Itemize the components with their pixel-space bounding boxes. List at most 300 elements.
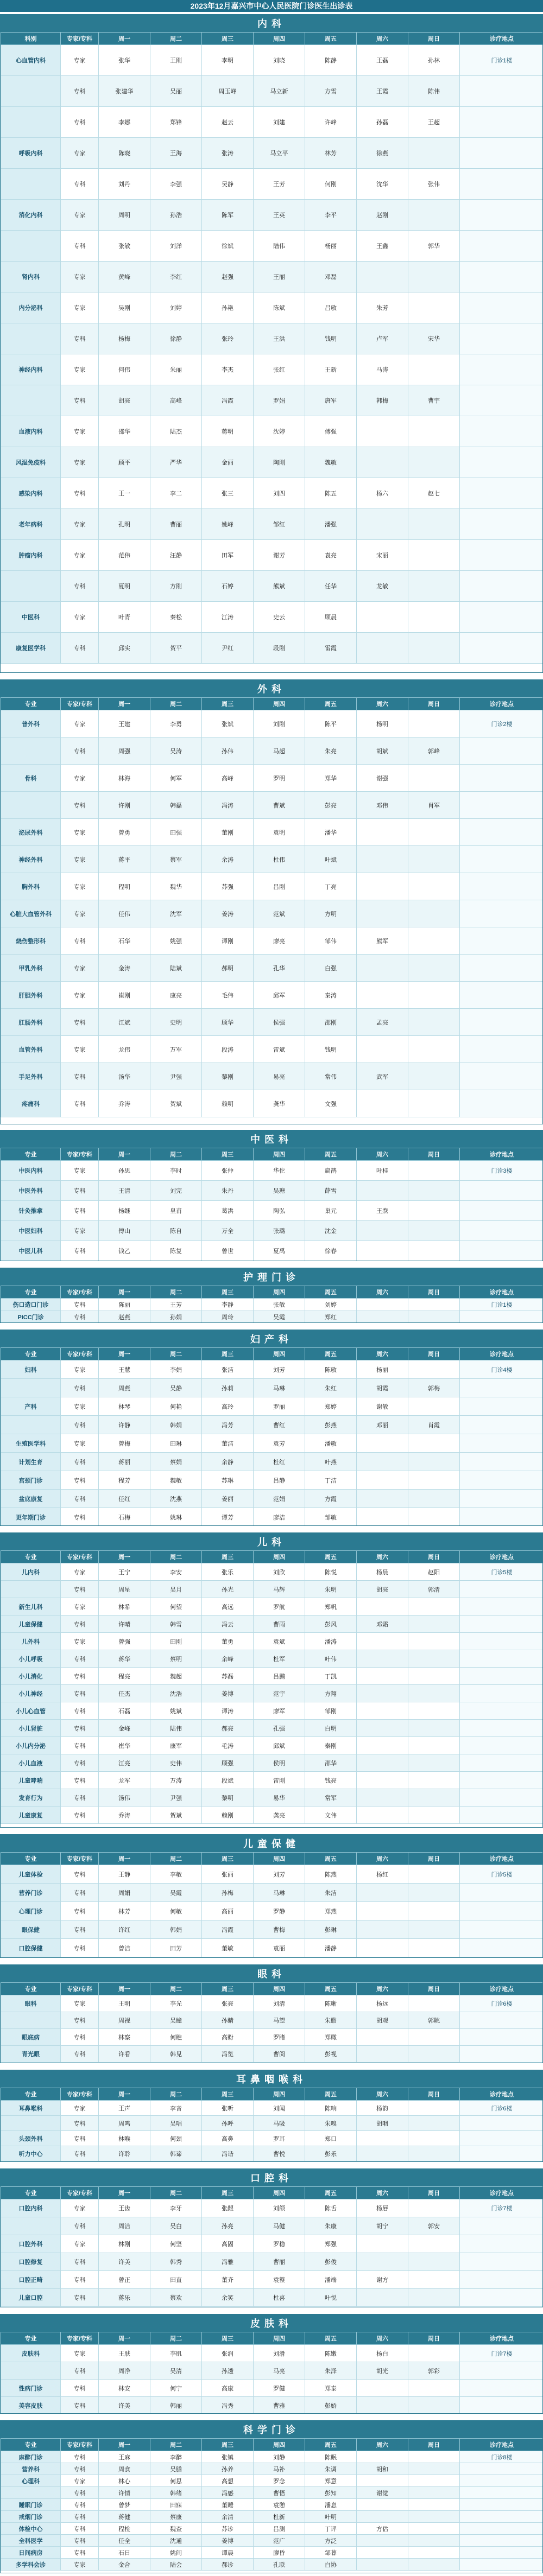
column-header: 周二 [150,2187,202,2199]
column-header: 周二 [150,1286,202,1299]
doctor-cell: 巢元 [305,1201,357,1221]
column-header: 周二 [150,1348,202,1360]
doctor-cell [408,1865,460,1884]
doctor-cell: 徐燕 [357,138,408,169]
column-header: 专业 [1,1286,61,1299]
doctor-cell: 袁亮 [305,540,357,571]
location-cell [460,819,543,846]
doctor-cell: 董洁 [202,1434,254,1453]
doctor-cell: 专家 [61,900,99,927]
doctor-cell: 扁鹊 [305,1161,357,1181]
doctor-cell: 专科 [61,2253,99,2271]
doctor-cell: 张玲 [202,323,254,354]
doctor-cell: 王洪 [254,323,305,354]
schedule-table [1,2332,543,2414]
doctor-cell: 郝诊 [202,2559,254,2571]
doctor-cell [408,1490,460,1508]
doctor-cell [408,1650,460,1668]
doctor-cell: 胡亮 [99,385,150,416]
doctor-cell: 李时 [150,1161,202,1181]
table-row [1,540,543,571]
doctor-cell: 蒋明 [202,416,254,447]
doctor-cell: 罗航 [254,1598,305,1615]
location-cell [460,1702,543,1720]
doctor-cell [408,292,460,323]
doctor-cell [408,1772,460,1789]
doctor-cell: 雷刚 [254,1772,305,1789]
schedule-table [1,2438,543,2571]
table-row [1,2523,543,2535]
doctor-cell: 王焘 [357,1201,408,1221]
doctor-cell [357,2046,408,2063]
doctor-cell: 廖军 [254,1702,305,1720]
doctor-cell: 姚峰 [202,509,254,540]
doctor-cell: 田强 [150,819,202,846]
doctor-cell: 张建华 [99,76,150,107]
schedule-table [1,32,543,664]
doctor-cell: 顾强 [202,1754,254,1772]
doctor-cell: 王丽 [254,262,305,292]
location-cell [460,2475,543,2487]
doctor-cell: 钱乙 [99,1241,150,1261]
department-cell [1,385,61,416]
doctor-cell [408,2029,460,2046]
doctor-cell: 彭乐 [305,2146,357,2161]
doctor-cell [408,1311,460,1324]
doctor-cell: 谭刚 [202,927,254,955]
doctor-cell: 何思 [150,2475,202,2487]
doctor-cell: 沈浩 [150,1685,202,1702]
doctor-cell: 刘闻 [254,2101,305,2116]
table-row [1,1685,543,1702]
doctor-cell [408,1221,460,1241]
column-header: 专家/专科 [61,2187,99,2199]
doctor-cell: 董睡 [202,2499,254,2511]
doctor-cell [408,1360,460,1379]
department-cell: 小儿内分泌 [1,1737,61,1754]
location-cell [460,1920,543,1939]
doctor-cell: 董敏 [202,1939,254,1957]
table-row [1,1702,543,1720]
doctor-cell: 史云 [254,602,305,633]
doctor-cell: 程亮 [99,1668,150,1685]
doctor-cell: 专科 [61,2029,99,2046]
doctor-cell [408,138,460,169]
doctor-cell [408,2046,460,2063]
doctor-cell: 罗稳 [254,2235,305,2253]
doctor-cell: 秦涛 [305,982,357,1009]
doctor-cell: 周鸣 [99,2116,150,2131]
doctor-cell: 田军 [202,540,254,571]
doctor-cell: 赵云 [202,107,254,138]
doctor-cell: 专科 [61,2487,99,2499]
department-cell: 儿童体检 [1,1865,61,1884]
location-cell: 门诊4楼 [460,1360,543,1379]
column-header: 专业 [1,2088,61,2101]
department-cell: 口腔外科 [1,2235,61,2253]
doctor-cell: 马立平 [254,138,305,169]
doctor-cell: 石梅 [99,1508,150,1526]
doctor-cell: 蒋健 [99,2511,150,2523]
section-title: 中医科 [1,1130,542,1148]
column-header: 周四 [254,1853,305,1865]
location-cell [460,1063,543,1090]
doctor-cell: 专科 [61,231,99,262]
column-header: 专业 [1,1148,61,1161]
department-cell: 呼吸内科 [1,138,61,169]
doctor-cell: 苏琳 [202,1471,254,1490]
location-cell [460,1490,543,1508]
doctor-cell: 叶青 [99,602,150,633]
doctor-cell: 杨明 [357,710,408,737]
location-cell [460,571,543,602]
doctor-cell: 韩绪 [150,2487,202,2499]
doctor-cell [357,900,408,927]
column-header: 周五 [305,1286,357,1299]
doctor-cell: 王海 [150,138,202,169]
doctor-cell: 陈燕 [305,1865,357,1884]
doctor-cell: 专家 [61,447,99,478]
doctor-cell: 赵七 [408,478,460,509]
department-cell: 康复医学科 [1,633,61,664]
section-2 [0,1130,543,1261]
doctor-cell: 宋丽 [357,540,408,571]
table-row [1,1360,543,1379]
location-cell [460,2523,543,2535]
doctor-cell [408,2289,460,2307]
doctor-cell: 张润 [202,2345,254,2362]
doctor-cell: 郑口 [305,2131,357,2146]
location-cell: 门诊3楼 [460,1161,543,1181]
location-cell [460,1508,543,1526]
doctor-cell: 朱亮 [305,737,357,765]
doctor-cell: 叶悦 [305,2289,357,2307]
doctor-cell: 专科 [61,323,99,354]
table-row [1,982,543,1009]
doctor-cell: 曹斌 [254,792,305,819]
doctor-cell: 陆伟 [150,1720,202,1737]
table-row [1,1563,543,1581]
doctor-cell: 张洁 [202,1360,254,1379]
doctor-cell [357,1920,408,1939]
doctor-cell: 冯云 [202,1615,254,1633]
table-row [1,2101,543,2116]
column-header: 专业 [1,2332,61,2345]
table-row [1,927,543,955]
doctor-cell: 肖霞 [408,1416,460,1434]
column-header: 专业 [1,1853,61,1865]
doctor-cell: 廖洁 [254,1508,305,1526]
doctor-cell: 吴白 [150,2217,202,2235]
doctor-cell: 范斌 [254,900,305,927]
department-cell: 小儿神经 [1,1685,61,1702]
doctor-cell: 潘敏 [305,1434,357,1453]
doctor-cell: 陆斌 [150,955,202,982]
doctor-cell: 彭娇 [305,2397,357,2414]
doctor-cell: 谭芳 [202,1508,254,1526]
doctor-cell: 张亮 [202,1995,254,2012]
doctor-cell: 刘洋 [150,231,202,262]
table-row [1,2271,543,2289]
doctor-cell: 钱明 [305,1036,357,1063]
doctor-cell: 乔涛 [99,1807,150,1824]
department-cell: 更年期门诊 [1,1508,61,1526]
doctor-cell: 方估 [357,2523,408,2535]
doctor-cell: 周明 [99,200,150,231]
column-header: 周一 [99,1148,150,1161]
doctor-cell: 郑泰 [305,2380,357,2397]
doctor-cell: 许红 [99,1920,150,1939]
column-header: 周五 [305,2187,357,2199]
doctor-cell: 邓伟 [357,792,408,819]
doctor-cell [408,710,460,737]
doctor-cell [408,846,460,873]
doctor-cell [408,1902,460,1920]
doctor-cell: 王建 [99,710,150,737]
table-row [1,385,543,416]
location-cell [460,2547,543,2559]
doctor-cell: 专家 [61,1360,99,1379]
column-header: 周五 [305,1348,357,1360]
department-cell: 普外科 [1,710,61,737]
doctor-cell: 张仲 [202,1161,254,1181]
doctor-cell: 陶弘 [254,1201,305,1221]
location-cell [460,509,543,540]
doctor-cell: 徐斌 [202,231,254,262]
column-header: 周一 [99,1551,150,1563]
doctor-cell: 郑强 [305,2235,357,2253]
doctor-cell: 胡亮 [357,1581,408,1598]
doctor-cell: 汪静 [150,540,202,571]
doctor-cell: 郑华 [305,765,357,792]
table-row [1,1581,543,1598]
doctor-cell: 邓霜 [357,1615,408,1633]
doctor-cell: 孙磊 [357,107,408,138]
doctor-cell: 赖明 [202,1090,254,1117]
location-cell [460,2235,543,2253]
doctor-cell: 曹宇 [408,385,460,416]
doctor-cell: 孙思 [99,1161,150,1181]
table-header-row [1,2187,543,2199]
doctor-cell: 李强 [150,169,202,200]
column-header: 周日 [408,1853,460,1865]
doctor-cell [408,447,460,478]
doctor-cell: 周娟 [99,1884,150,1902]
doctor-cell: 张斌 [202,710,254,737]
doctor-cell: 专科 [61,1379,99,1397]
doctor-cell: 专科 [61,1720,99,1737]
column-header: 周三 [202,2187,254,2199]
doctor-cell: 袁芳 [254,1434,305,1453]
doctor-cell: 孙透 [202,2362,254,2380]
doctor-cell: 丁洁 [305,1471,357,1490]
location-cell [460,2535,543,2547]
doctor-cell: 专科 [61,2523,99,2535]
column-header: 周四 [254,2187,305,2199]
doctor-cell: 曹红 [254,1416,305,1434]
department-cell [1,792,61,819]
doctor-cell: 顾平 [99,447,150,478]
column-header: 周三 [202,1853,254,1865]
table-row [1,1772,543,1789]
doctor-cell [408,1036,460,1063]
location-cell [460,2012,543,2029]
column-header: 诊疗地点 [460,2088,543,2101]
doctor-cell: 李光 [150,1995,202,2012]
column-header: 周四 [254,698,305,710]
doctor-cell: 高鼻 [202,2131,254,2146]
section-title: 护理门诊 [1,1268,542,1286]
doctor-cell: 夏禹 [254,1241,305,1261]
location-cell [460,478,543,509]
doctor-cell: 金合 [99,2559,150,2571]
table-row [1,1720,543,1737]
doctor-cell: 田直 [150,2271,202,2289]
doctor-cell: 万全 [202,1221,254,1241]
doctor-cell: 雷斌 [254,1036,305,1063]
location-cell [460,846,543,873]
doctor-cell: 王霞 [357,76,408,107]
doctor-cell [357,2559,408,2571]
doctor-cell: 秦刚 [305,1737,357,1754]
doctor-cell: 马琳 [254,1379,305,1397]
department-cell: 风湿免疫科 [1,447,61,478]
doctor-cell: 专家 [61,2475,99,2487]
doctor-cell: 范伟 [99,540,150,571]
doctor-cell: 冯览 [202,2046,254,2063]
doctor-cell: 郑瞰 [305,2029,357,2046]
column-header: 周三 [202,1551,254,1563]
table-header-row [1,2332,543,2345]
doctor-cell: 孔明 [99,509,150,540]
location-cell [460,138,543,169]
doctor-cell: 徐静 [150,323,202,354]
doctor-cell: 段刚 [254,633,305,664]
column-header: 周六 [357,698,408,710]
doctor-cell: 专家 [61,45,99,76]
doctor-cell: 崔刚 [99,982,150,1009]
department-cell [1,737,61,765]
table-row [1,2475,543,2487]
doctor-cell: 万军 [150,1036,202,1063]
doctor-cell: 专家 [61,1161,99,1181]
doctor-cell [408,1995,460,2012]
doctor-cell: 毛伟 [202,982,254,1009]
doctor-cell: 吴霞 [150,1884,202,1902]
doctor-cell: 姚间 [150,2547,202,2559]
doctor-cell: 专科 [61,2397,99,2414]
doctor-cell: 专科 [61,1650,99,1668]
doctor-cell: 专科 [61,2499,99,2511]
column-header: 诊疗地点 [460,2332,543,2345]
doctor-cell [408,2380,460,2397]
table-row [1,1397,543,1416]
doctor-cell: 李肌 [150,2345,202,2362]
doctor-cell: 薛雪 [305,1181,357,1201]
doctor-cell: 专家 [61,1995,99,2012]
table-row [1,2559,543,2571]
location-cell [460,1754,543,1772]
department-cell: 血液内科 [1,416,61,447]
doctor-cell: 孙梅 [202,1884,254,1902]
doctor-cell: 曾梅 [99,1434,150,1453]
doctor-cell: 孔联 [254,2559,305,2571]
doctor-cell: 潘强 [305,509,357,540]
doctor-cell [408,2131,460,2146]
department-cell: 口腔修复 [1,2253,61,2271]
doctor-cell: 专科 [61,1581,99,1598]
column-header: 周二 [150,698,202,710]
column-header: 专家/专科 [61,1853,99,1865]
table-row [1,571,543,602]
table-row [1,2253,543,2271]
column-header: 周一 [99,2088,150,2101]
doctor-cell: 王超 [408,107,460,138]
location-cell [460,2499,543,2511]
doctor-cell [357,633,408,664]
doctor-cell: 彭琳 [305,1920,357,1939]
column-header: 周五 [305,2332,357,2345]
column-header: 周六 [357,2332,408,2345]
location-cell [460,1939,543,1957]
table-row [1,1598,543,1615]
department-cell: 手足外科 [1,1063,61,1090]
doctor-cell: 吴瞳 [150,2012,202,2029]
doctor-cell [357,1772,408,1789]
doctor-cell: 黎明 [202,1789,254,1807]
department-cell: 内分泌科 [1,292,61,323]
doctor-cell: 许刚 [99,792,150,819]
doctor-cell: 杨晨 [357,1563,408,1581]
section-7 [0,1964,543,2063]
doctor-cell: 钱明 [305,323,357,354]
department-cell [1,2362,61,2380]
doctor-cell [408,2199,460,2217]
doctor-cell [408,2116,460,2131]
table-row [1,2235,543,2253]
doctor-cell: 朱调 [305,2463,357,2475]
doctor-cell: 韩雪 [150,1615,202,1633]
doctor-cell: 曾梦 [99,2499,150,2511]
doctor-cell: 陈复 [150,1241,202,1261]
doctor-cell [408,1807,460,1824]
doctor-cell: 潘静 [305,1939,357,1957]
column-header: 周六 [357,1148,408,1161]
doctor-cell: 专科 [61,1702,99,1720]
department-cell: 肾内科 [1,262,61,292]
section-title: 儿童保健 [1,1835,542,1852]
location-cell: 门诊6楼 [460,2101,543,2116]
location-cell [460,1009,543,1036]
doctor-cell: 潘息 [305,2499,357,2511]
doctor-cell: 杨红 [357,1865,408,1884]
doctor-cell: 马吸 [254,2116,305,2131]
doctor-cell: 林喉 [99,2131,150,2146]
location-cell [460,873,543,900]
doctor-cell: 专科 [61,1090,99,1117]
doctor-cell: 王芳 [254,169,305,200]
doctor-cell: 专家 [61,1397,99,1416]
location-cell: 门诊6楼 [460,1995,543,2012]
doctor-cell: 易亮 [254,1063,305,1090]
doctor-cell: 魏华 [150,873,202,900]
doctor-cell: 蔡康 [150,2511,202,2523]
doctor-cell: 刘丹 [99,169,150,200]
doctor-cell: 姜涛 [202,900,254,927]
department-cell: 感染内科 [1,478,61,509]
location-cell [460,1650,543,1668]
doctor-cell: 曾洁 [99,1939,150,1957]
